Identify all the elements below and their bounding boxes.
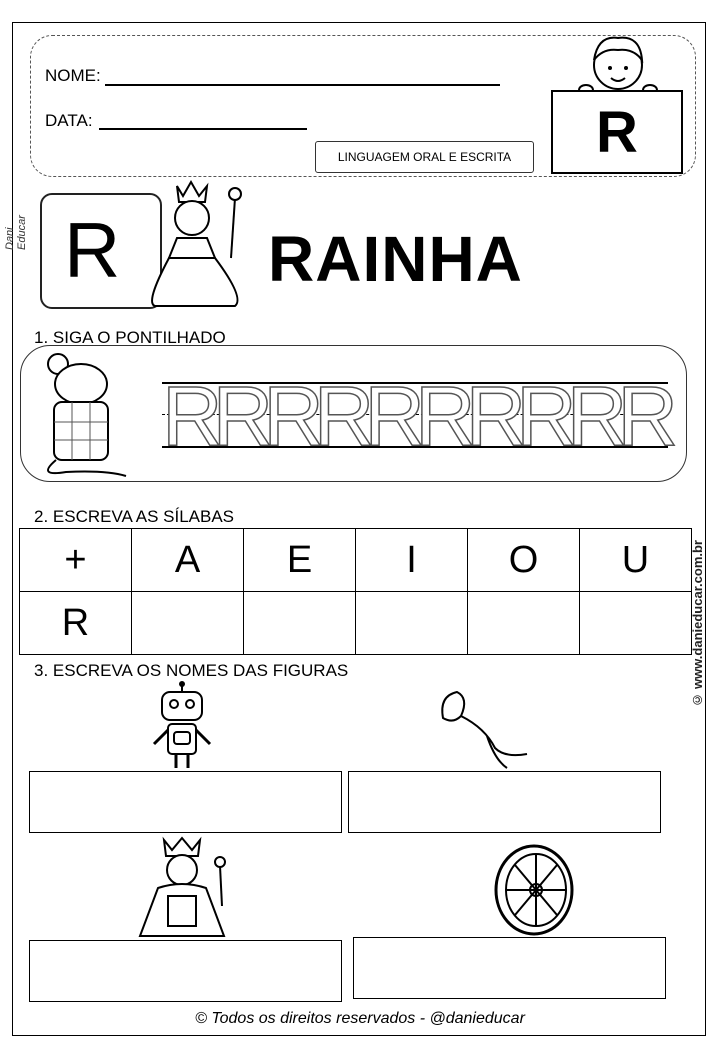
answer-box-robot[interactable] [29, 771, 342, 833]
subject-badge: LINGUAGEM ORAL E ESCRITA [315, 141, 534, 173]
dotted-trace-letter: R [313, 369, 375, 463]
side-watermark-left: Dani Educar [4, 215, 28, 250]
trace-letters [162, 369, 679, 463]
king-illustration [128, 836, 236, 942]
name-field[interactable] [105, 84, 500, 86]
mouse-illustration [36, 352, 136, 480]
section2-heading: 2. ESCREVA AS SÍLABAS [34, 507, 235, 526]
letter-card: R [551, 90, 683, 174]
answer-cell[interactable] [468, 592, 580, 655]
wheel-illustration [492, 844, 576, 936]
boy-illustration [578, 30, 658, 98]
section1-heading: 1. SIGA O PONTILHADO [34, 328, 226, 347]
page-title: RAINHA [268, 223, 523, 295]
footer-copyright: © Todos os direitos reservados - @danieducar [195, 1010, 525, 1027]
dotted-trace-letter: R [414, 369, 476, 463]
side-watermark-right: © www.danieducar.com.br [690, 540, 705, 708]
header-cell: U [580, 529, 692, 592]
header-cell: + [20, 529, 132, 592]
answer-box-king[interactable] [29, 940, 342, 1002]
table-row [20, 529, 692, 592]
tile-letter: R [64, 206, 121, 294]
dotted-trace-letter: R [617, 369, 679, 463]
answer-box-wheel[interactable] [353, 937, 666, 999]
dotted-trace-letter: R [566, 369, 628, 463]
dotted-trace-letter: R [162, 369, 223, 463]
feather-illustration [435, 688, 531, 770]
answer-cell[interactable] [356, 592, 468, 655]
syllable-table [19, 528, 692, 655]
answer-cell[interactable] [244, 592, 356, 655]
dotted-trace-letter: R [212, 369, 274, 463]
date-field[interactable] [99, 128, 307, 130]
answer-cell[interactable] [132, 592, 244, 655]
header-cell: A [132, 529, 244, 592]
header-cell: I [356, 529, 468, 592]
dotted-trace-letter: R [263, 369, 324, 463]
dotted-trace-letter: R [364, 369, 426, 463]
row-label-cell: R [20, 592, 132, 655]
header-cell: E [244, 529, 356, 592]
table-row [20, 592, 692, 655]
name-label: NOME: [45, 66, 101, 85]
robot-illustration [148, 680, 216, 772]
dotted-trace-letter: R [465, 369, 527, 463]
answer-box-feather[interactable] [348, 771, 661, 833]
section3-heading: 3. ESCREVA OS NOMES DAS FIGURAS [34, 661, 349, 680]
dotted-trace-letter: R [516, 369, 577, 463]
queen-illustration [135, 178, 257, 310]
date-label: DATA: [45, 111, 93, 130]
answer-cell[interactable] [580, 592, 692, 655]
header-cell: O [468, 529, 580, 592]
